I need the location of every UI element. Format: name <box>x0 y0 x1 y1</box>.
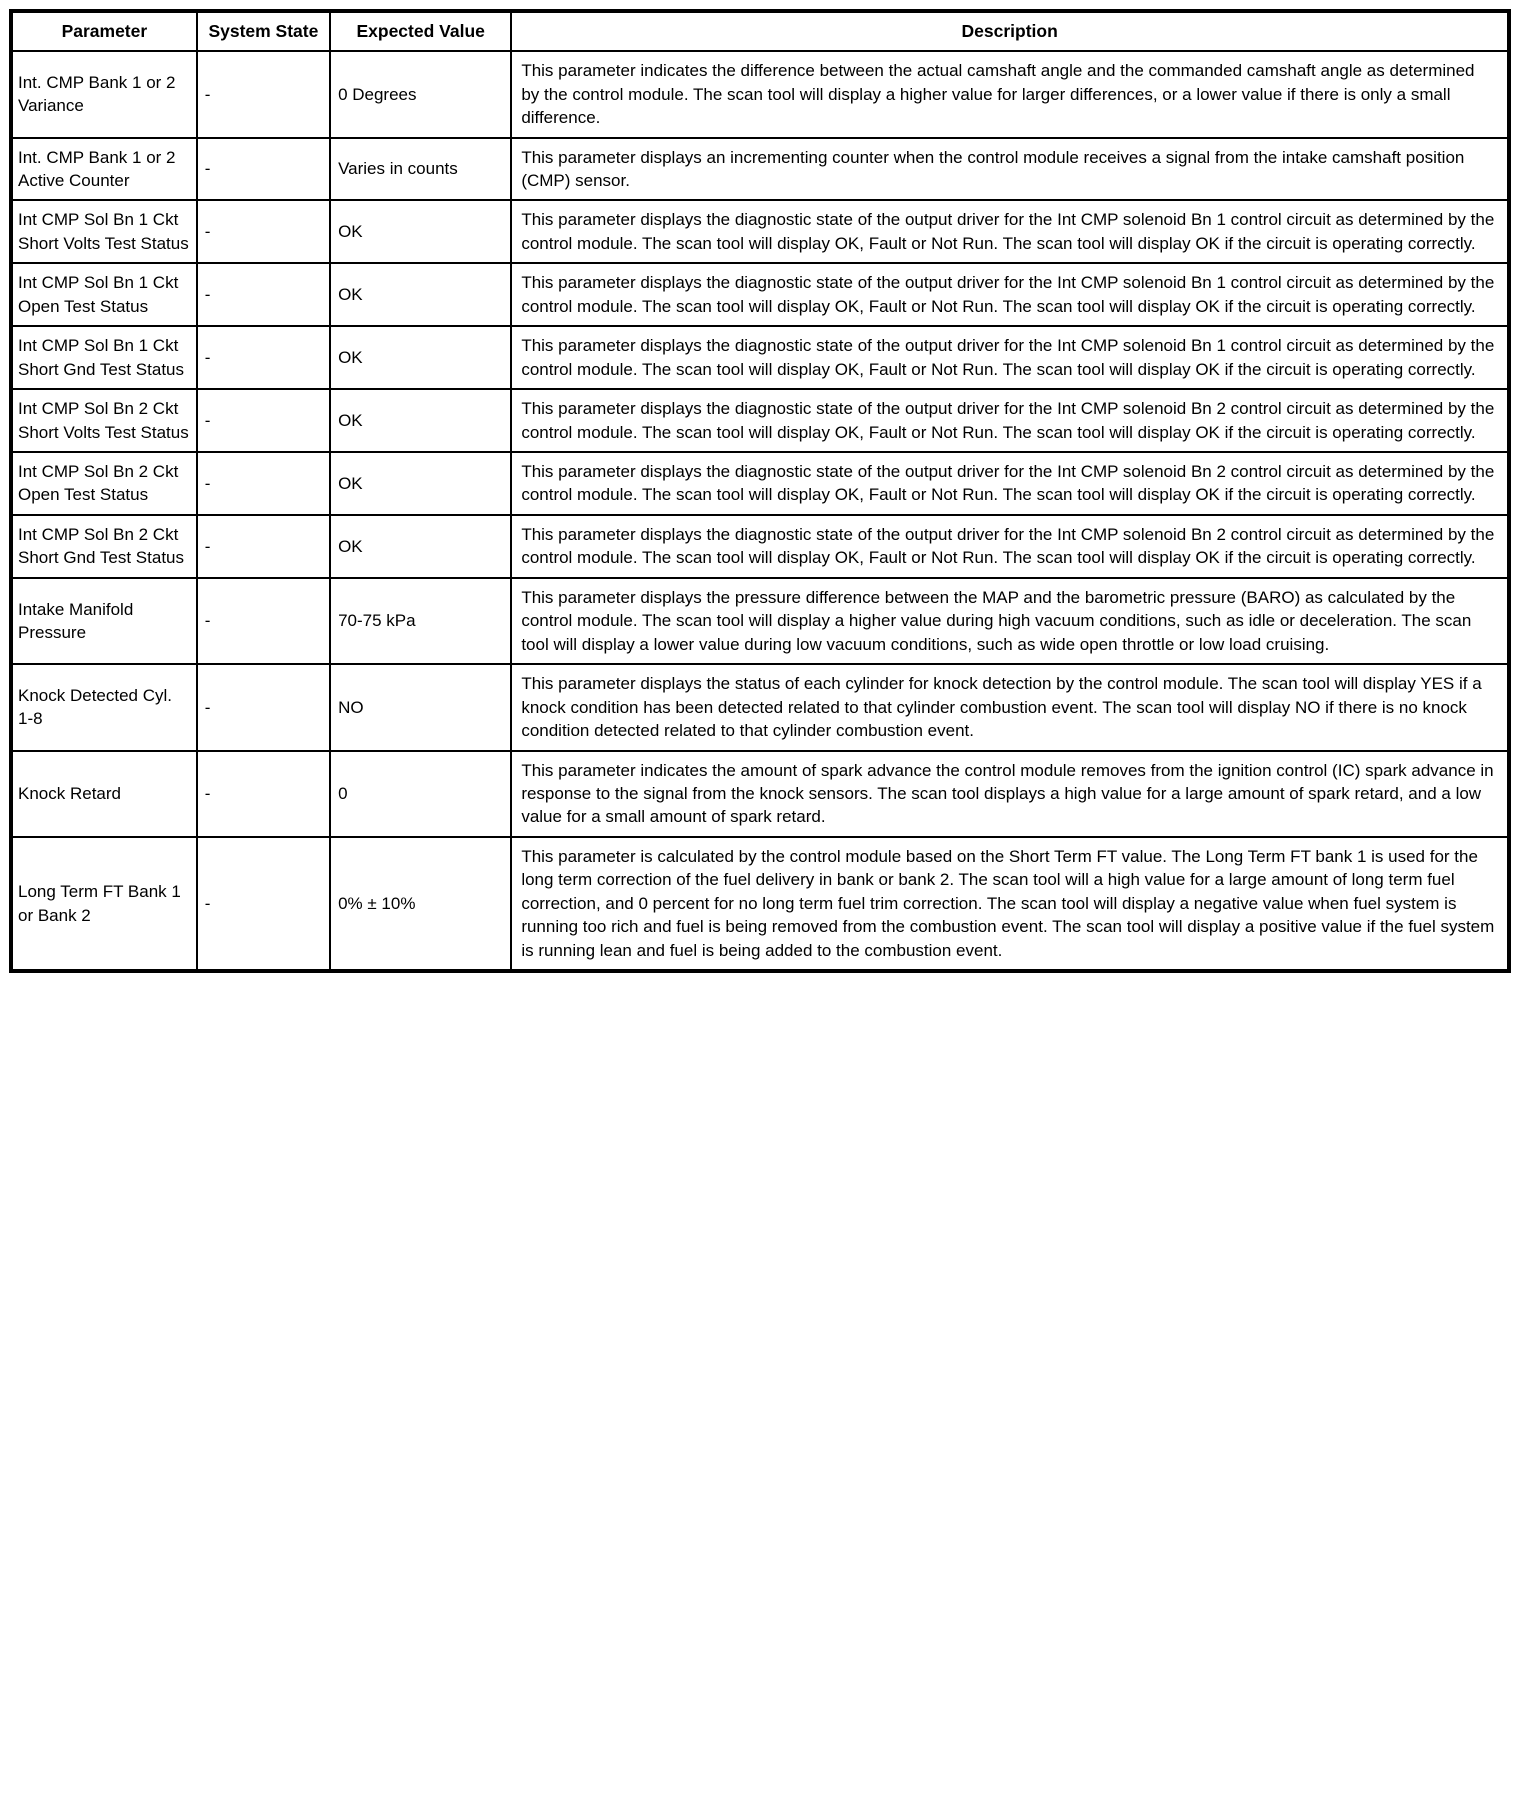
description-cell: This parameter displays the diagnostic state of the output driver for the Int CMP solenoid Bn 1 control circuit as determined by the control module. The scan tool will display OK, Fault or Not Run. The scan tool will display OK if the circuit is operating correctly. <box>511 263 1509 326</box>
expected-value-cell: 0% ± 10% <box>330 837 511 971</box>
parameter-cell: Int CMP Sol Bn 1 Ckt Open Test Status <box>11 263 197 326</box>
parameter-cell: Int. CMP Bank 1 or 2 Variance <box>11 51 197 137</box>
expected-value-cell: OK <box>330 326 511 389</box>
description-cell: This parameter indicates the amount of spark advance the control module removes from the ignition control (IC) spark advance in response to the signal from the knock sensors. The scan tool displays a high value for a large amount of spark retard, and a low value for a small amount of spark retard. <box>511 751 1509 837</box>
description-cell: This parameter displays the diagnostic state of the output driver for the Int CMP solenoid Bn 2 control circuit as determined by the control module. The scan tool will display OK, Fault or Not Run. The scan tool will display OK if the circuit is operating correctly. <box>511 452 1509 515</box>
description-cell: This parameter displays the diagnostic state of the output driver for the Int CMP solenoid Bn 1 control circuit as determined by the control module. The scan tool will display OK, Fault or Not Run. The scan tool will display OK if the circuit is operating correctly. <box>511 326 1509 389</box>
header-description: Description <box>511 11 1509 51</box>
description-cell: This parameter displays an incrementing counter when the control module receives a signal from the intake camshaft position (CMP) sensor. <box>511 138 1509 201</box>
expected-value-cell: OK <box>330 515 511 578</box>
parameter-cell: Int CMP Sol Bn 2 Ckt Open Test Status <box>11 452 197 515</box>
header-row <box>11 11 1509 51</box>
expected-value-cell: OK <box>330 263 511 326</box>
parameter-cell: Int CMP Sol Bn 1 Ckt Short Gnd Test Status <box>11 326 197 389</box>
table-row <box>11 837 1509 971</box>
system-state-cell: - <box>197 515 330 578</box>
system-state-cell: - <box>197 263 330 326</box>
system-state-cell: - <box>197 837 330 971</box>
system-state-cell: - <box>197 200 330 263</box>
system-state-cell: - <box>197 138 330 201</box>
parameter-table <box>9 9 1511 973</box>
table-header <box>11 11 1509 51</box>
expected-value-cell: NO <box>330 664 511 750</box>
expected-value-cell: OK <box>330 200 511 263</box>
table-row <box>11 263 1509 326</box>
description-cell: This parameter displays the diagnostic state of the output driver for the Int CMP solenoid Bn 2 control circuit as determined by the control module. The scan tool will display OK, Fault or Not Run. The scan tool will display OK if the circuit is operating correctly. <box>511 515 1509 578</box>
header-system-state: System State <box>197 11 330 51</box>
system-state-cell: - <box>197 326 330 389</box>
table-row <box>11 578 1509 664</box>
table-row <box>11 326 1509 389</box>
table-row <box>11 452 1509 515</box>
parameter-cell: Int CMP Sol Bn 1 Ckt Short Volts Test Status <box>11 200 197 263</box>
parameter-cell: Int CMP Sol Bn 2 Ckt Short Volts Test Status <box>11 389 197 452</box>
system-state-cell: - <box>197 51 330 137</box>
table-body <box>11 51 1509 971</box>
table-row <box>11 200 1509 263</box>
description-cell: This parameter displays the diagnostic state of the output driver for the Int CMP solenoid Bn 2 control circuit as determined by the control module. The scan tool will display OK, Fault or Not Run. The scan tool will display OK if the circuit is operating correctly. <box>511 389 1509 452</box>
parameter-cell: Knock Retard <box>11 751 197 837</box>
system-state-cell: - <box>197 751 330 837</box>
system-state-cell: - <box>197 578 330 664</box>
expected-value-cell: 0 Degrees <box>330 51 511 137</box>
table-row <box>11 751 1509 837</box>
parameter-cell: Intake Manifold Pressure <box>11 578 197 664</box>
expected-value-cell: 0 <box>330 751 511 837</box>
table-row <box>11 51 1509 137</box>
description-cell: This parameter indicates the difference between the actual camshaft angle and the commanded camshaft angle as determined by the control module. The scan tool will display a higher value for larger differences, or a lower value if there is only a small difference. <box>511 51 1509 137</box>
table-row <box>11 138 1509 201</box>
parameter-cell: Int. CMP Bank 1 or 2 Active Counter <box>11 138 197 201</box>
parameter-cell: Long Term FT Bank 1 or Bank 2 <box>11 837 197 971</box>
expected-value-cell: Varies in counts <box>330 138 511 201</box>
parameter-cell: Knock Detected Cyl. 1-8 <box>11 664 197 750</box>
expected-value-cell: OK <box>330 389 511 452</box>
system-state-cell: - <box>197 389 330 452</box>
expected-value-cell: OK <box>330 452 511 515</box>
table-row <box>11 389 1509 452</box>
system-state-cell: - <box>197 664 330 750</box>
description-cell: This parameter displays the diagnostic state of the output driver for the Int CMP solenoid Bn 1 control circuit as determined by the control module. The scan tool will display OK, Fault or Not Run. The scan tool will display OK if the circuit is operating correctly. <box>511 200 1509 263</box>
description-cell: This parameter displays the status of each cylinder for knock detection by the control module. The scan tool will display YES if a knock condition has been detected related to that cylinder combustion event. The scan tool will display NO if there is no knock condition detected related to that cylinder combustion event. <box>511 664 1509 750</box>
parameter-cell: Int CMP Sol Bn 2 Ckt Short Gnd Test Status <box>11 515 197 578</box>
system-state-cell: - <box>197 452 330 515</box>
header-expected-value: Expected Value <box>330 11 511 51</box>
table-row <box>11 515 1509 578</box>
header-parameter: Parameter <box>11 11 197 51</box>
description-cell: This parameter is calculated by the control module based on the Short Term FT value. The Long Term FT bank 1 is used for the long term correction of the fuel delivery in bank or bank 2. The scan tool will a high value for a large amount of long term fuel correction, and 0 percent for no long term fuel trim correction. The scan tool will display a negative value when fuel system is running too rich and fuel is being removed from the combustion event. The scan tool will display a positive value if the fuel system is running lean and fuel is being added to the combustion event. <box>511 837 1509 971</box>
description-cell: This parameter displays the pressure difference between the MAP and the barometric pressure (BARO) as calculated by the control module. The scan tool will display a higher value during high vacuum conditions, such as idle or deceleration. The scan tool will display a lower value during low vacuum conditions, such as wide open throttle or low load cruising. <box>511 578 1509 664</box>
expected-value-cell: 70-75 kPa <box>330 578 511 664</box>
table-row <box>11 664 1509 750</box>
